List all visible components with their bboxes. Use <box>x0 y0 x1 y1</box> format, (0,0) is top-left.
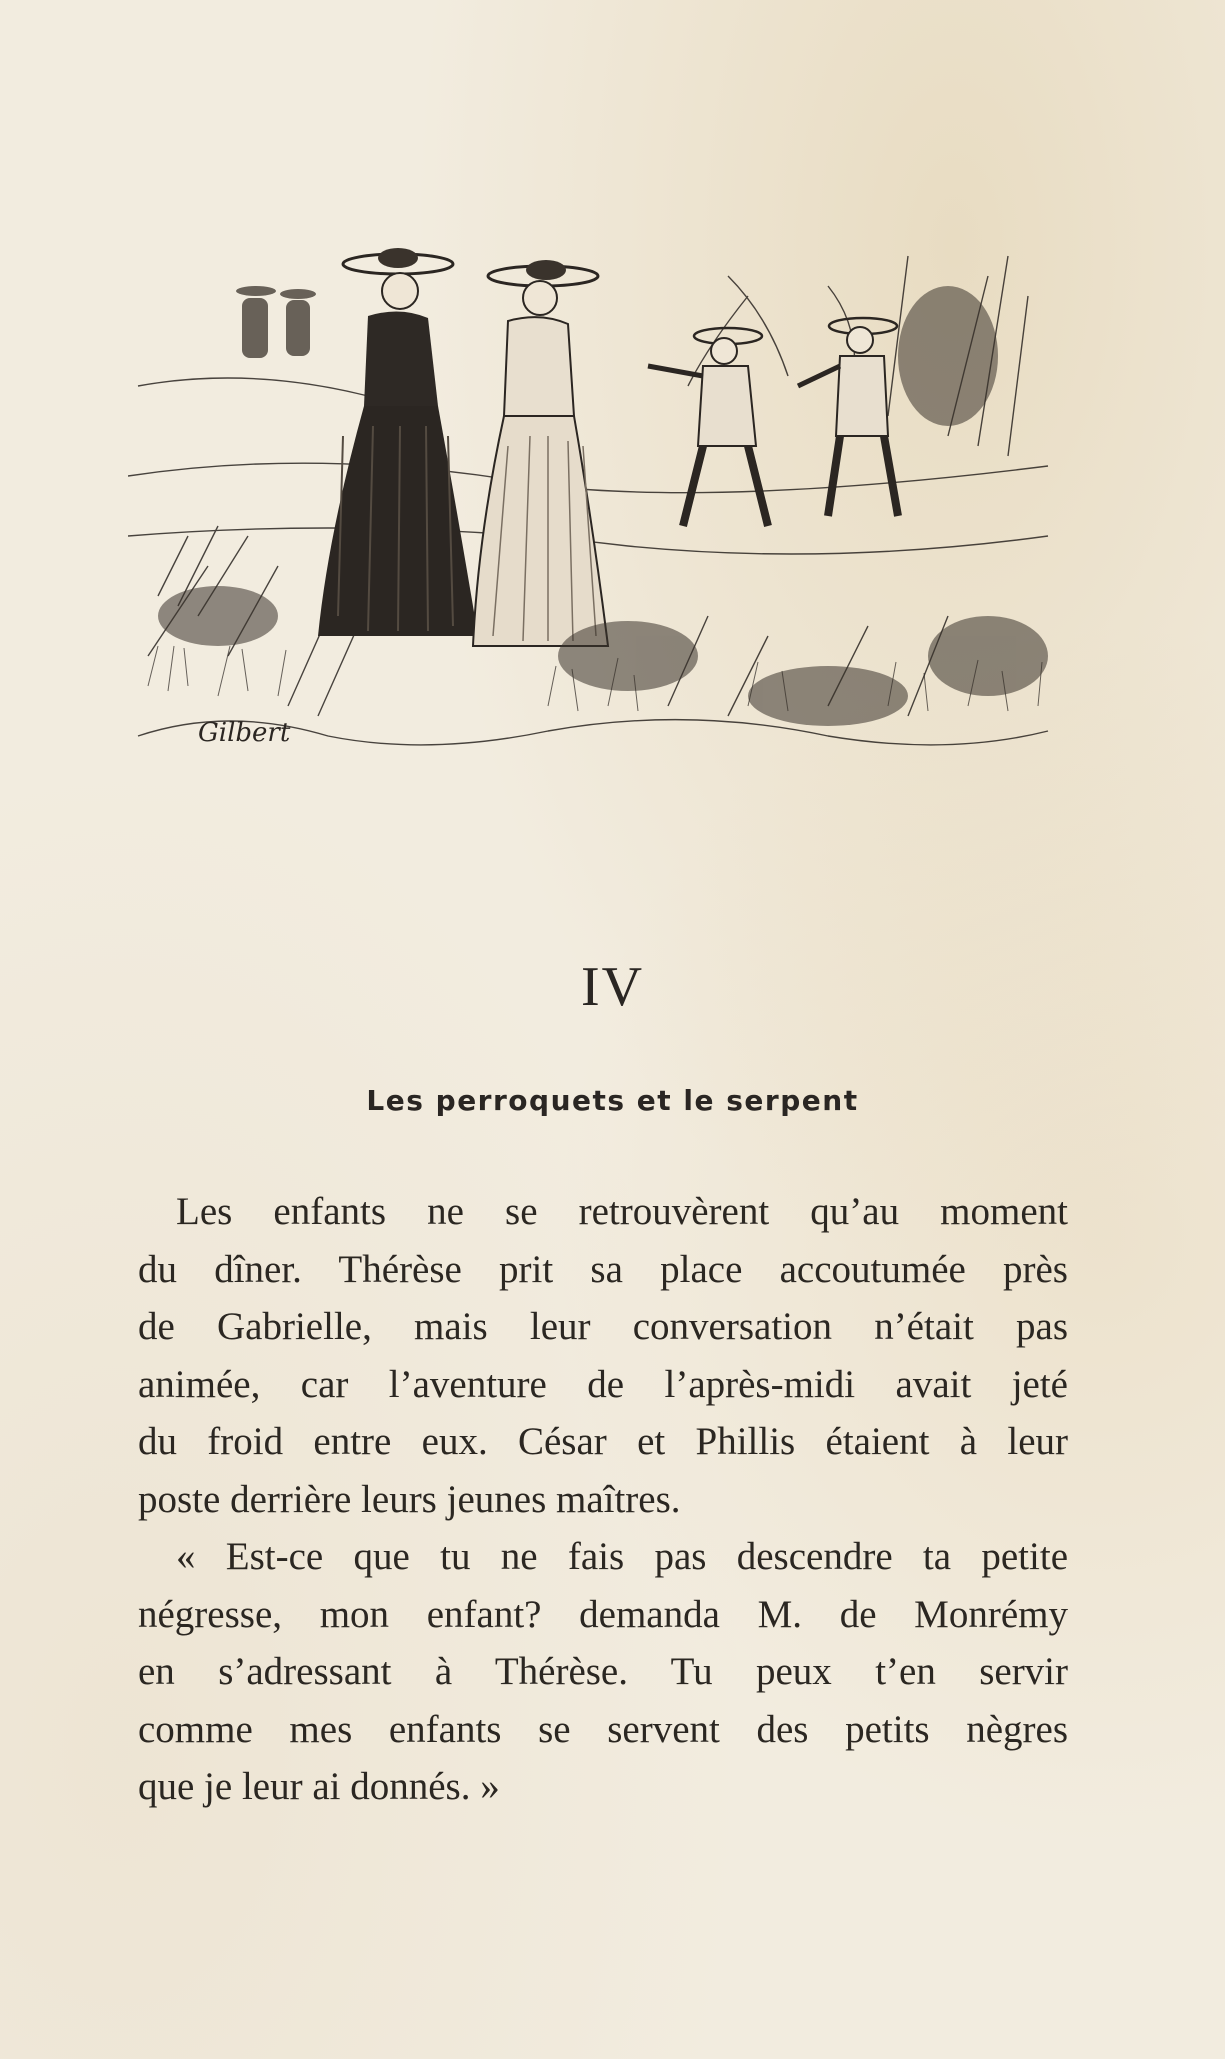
engraving-illustration <box>128 236 1058 781</box>
text-line: du froid entre eux. César et Phillis étaient à leur <box>138 1420 1068 1463</box>
text-line: en s’adressant à Thérèse. Tu peux t’en servir <box>138 1650 1068 1693</box>
text-line: poste derrière leurs jeunes maîtres. <box>138 1477 681 1521</box>
text-line: animée, car l’aventure de l’après-midi avait jeté <box>138 1362 1068 1406</box>
text-line: de Gabrielle, mais leur conversation n’était pas <box>138 1305 1068 1348</box>
chapter-number: IV <box>580 956 645 1018</box>
text-line: « Est-ce que tu ne fais pas descendre ta petite <box>176 1535 1068 1578</box>
text-line: que je leur ai donnés. » <box>138 1765 500 1808</box>
chapter-title: Les perroquets et le serpent <box>366 1084 859 1117</box>
artist-signature: Gilbert <box>198 718 291 748</box>
text-line: comme mes enfants se servent des petits nègres <box>138 1707 1068 1751</box>
chapter-body <box>138 1183 1068 1816</box>
text-line: négresse, mon enfant? demanda M. de Monrémy <box>138 1592 1068 1636</box>
text-line: Les enfants ne se retrouvèrent qu’au moment <box>176 1190 1068 1233</box>
text-line: du dîner. Thérèse prit sa place accoutumée près <box>138 1247 1068 1291</box>
